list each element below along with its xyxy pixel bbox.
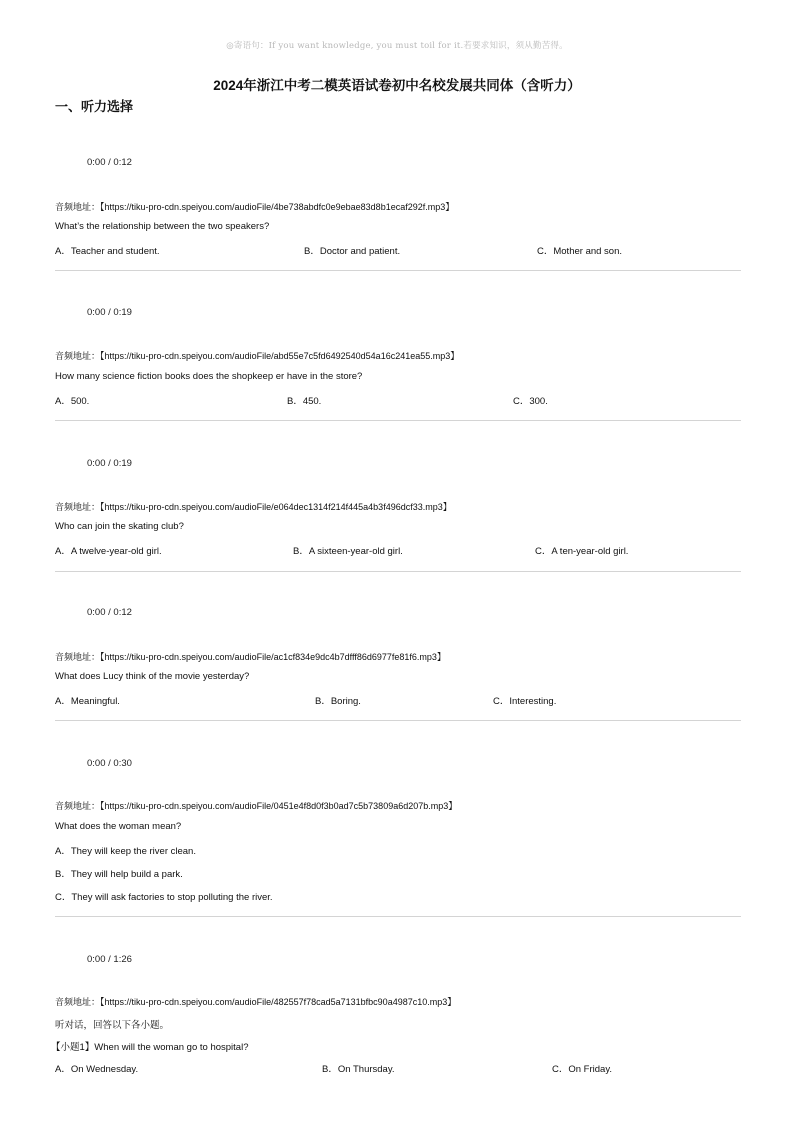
divider bbox=[55, 916, 741, 917]
option-c: C．300. bbox=[513, 396, 548, 407]
question-text: 【小题1】When will the woman go to hospital? bbox=[51, 1042, 249, 1053]
dialogue-intro: 听对话，回答以下各小题。 bbox=[55, 1020, 170, 1031]
question-block-5 bbox=[55, 751, 741, 921]
audio-url: 音频地址：【https://tiku-pro-cdn.speiyou.com/audioFile/ac1cf834e9dc4b7dfff86d6977fe81f6.mp3】 bbox=[55, 652, 446, 662]
question-block-3 bbox=[55, 451, 741, 576]
question-text: Who can join the skating club? bbox=[55, 521, 184, 532]
page-title: 2024年浙江中考二模英语试卷初中名校发展共同体（含听力） bbox=[213, 78, 581, 93]
divider bbox=[55, 420, 741, 421]
option-b: B．On Thursday. bbox=[322, 1064, 395, 1075]
question-text: How many science fiction books does the shopkeep er have in the store? bbox=[55, 371, 363, 382]
audio-url: 音频地址：【https://tiku-pro-cdn.speiyou.com/audioFile/e064dec1314f214f445a4b3f496dcf33.mp3】 bbox=[55, 502, 452, 512]
option-b: B．Doctor and patient. bbox=[304, 246, 401, 257]
audio-url: 音频地址：【https://tiku-pro-cdn.speiyou.com/audioFile/0451e4f8d0f3b0ad7c5b73809a6d207b.mp3】 bbox=[55, 801, 458, 811]
divider bbox=[55, 571, 741, 572]
option-b: B．A sixteen-year-old girl. bbox=[293, 546, 403, 557]
watermark: ◎寄语句：If you want knowledge, you must toil for it.若要求知识，须从勤苦得。 bbox=[226, 41, 568, 51]
audio-url: 音频地址：【https://tiku-pro-cdn.speiyou.com/audioFile/abd55e7c5fd6492540d54a16c241ea55.mp3】 bbox=[55, 351, 460, 361]
audio-timer[interactable]: 0:00 / 0:12 bbox=[87, 607, 132, 618]
option-c: C．On Friday. bbox=[552, 1064, 613, 1075]
divider bbox=[55, 270, 741, 271]
audio-timer[interactable]: 0:00 / 1:26 bbox=[87, 954, 132, 965]
question-block-6 bbox=[51, 947, 741, 1082]
option-a: A．They will keep the river clean. bbox=[55, 846, 196, 857]
question-text: What does Lucy think of the movie yesterday? bbox=[55, 671, 250, 682]
question-block-2 bbox=[55, 300, 741, 425]
audio-url: 音频地址：【https://tiku-pro-cdn.speiyou.com/audioFile/4be738abdfc0e9ebae83d8b1ecaf292f.mp3】 bbox=[55, 202, 455, 212]
audio-timer[interactable]: 0:00 / 0:30 bbox=[87, 758, 132, 769]
audio-timer[interactable]: 0:00 / 0:19 bbox=[87, 458, 132, 469]
audio-timer[interactable]: 0:00 / 0:19 bbox=[87, 307, 132, 318]
option-b: B．450. bbox=[287, 396, 322, 407]
option-a: A．A twelve-year-old girl. bbox=[55, 546, 162, 557]
option-c: C．Mother and son. bbox=[537, 246, 623, 257]
question-block-4 bbox=[55, 600, 741, 725]
option-a: A．On Wednesday. bbox=[55, 1064, 139, 1075]
question-block-1 bbox=[55, 150, 741, 275]
option-a: A．Teacher and student. bbox=[55, 246, 160, 257]
option-a: A．500. bbox=[55, 396, 90, 407]
option-b: B．They will help build a park. bbox=[55, 869, 183, 880]
option-c: C．They will ask factories to stop polluting the river. bbox=[55, 892, 273, 903]
question-text: What’s the relationship between the two speakers? bbox=[55, 221, 270, 232]
question-text: What does the woman mean? bbox=[55, 821, 182, 832]
option-c: C．Interesting. bbox=[493, 696, 557, 707]
option-a: A．Meaningful. bbox=[55, 696, 120, 707]
divider bbox=[55, 720, 741, 721]
option-b: B．Boring. bbox=[315, 696, 361, 707]
section-heading: 一、听力选择 bbox=[55, 100, 134, 115]
audio-timer[interactable]: 0:00 / 0:12 bbox=[87, 157, 132, 168]
option-c: C．A ten-year-old girl. bbox=[535, 546, 629, 557]
audio-url: 音频地址：【https://tiku-pro-cdn.speiyou.com/audioFile/482557f78cad5a7131bfbc90a4987c10.mp3】 bbox=[55, 997, 457, 1007]
